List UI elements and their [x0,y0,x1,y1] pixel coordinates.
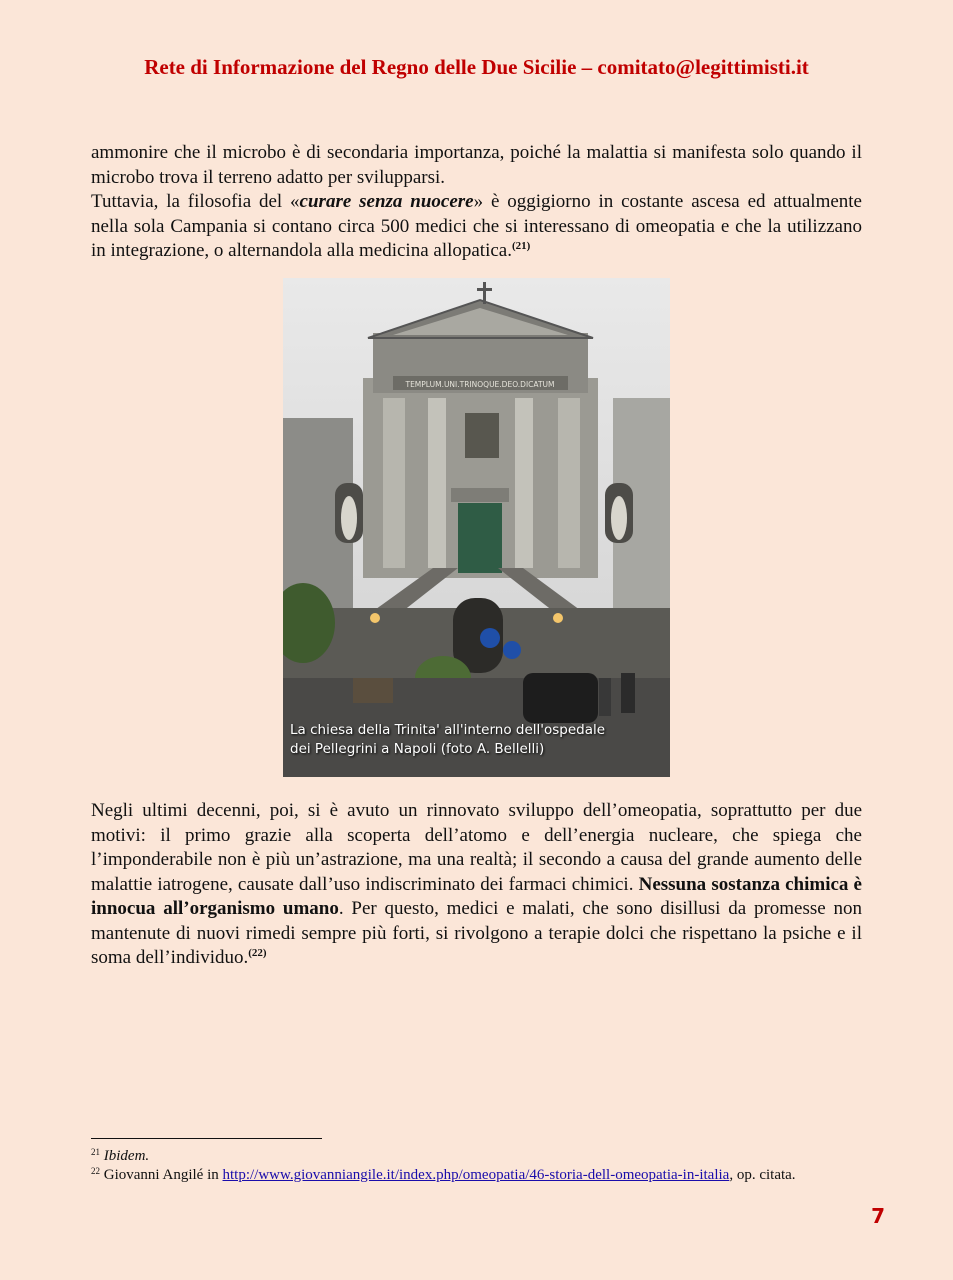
footnote-21-number: 21 [91,1147,100,1157]
footnote-ref-21[interactable]: (21) [511,240,531,252]
photo-caption-line2: dei Pellegrini a Napoli (foto A. Bellelli) [290,741,545,757]
paragraph-1-line2 [91,190,862,264]
facade-inscription: TEMPLUM.UNI.TRINOQUE.DEO.DICATUM [405,380,555,389]
footnote-22-link[interactable]: http://www.giovanniangile.it/index.php/omeopatia/46-storia-dell-omeopatia-in-italia [222,1166,730,1183]
paragraph-1-text-start: Tuttavia, la filosofia del « [91,191,300,212]
paragraph-1-text-end: » è oggigiorno in costante ascesa ed attualmente nella sola Campania si contano circa 500 medici che si interessano di omeopatia e che la utilizzano in integrazione, o alternandola alla medicina allopatica. [91,191,862,261]
paragraph-1-line1: ammonire che il microbo è di secondaria importanza, poiché la malattia si manifesta solo quando il microbo trova il terreno adatto per svilupparsi. [91,142,862,188]
footnote-ref-22[interactable]: (22) [248,947,267,959]
footnote-22 [91,1166,866,1185]
page-header: Rete di Informazione del Regno delle Due Sicilie – comitato@legittimisti.it [144,55,809,79]
footnote-21 [91,1147,866,1166]
footnote-separator [91,1138,322,1139]
footnote-22-number: 22 [91,1165,100,1176]
paragraph-2-text-start: Negli ultimi decenni, poi, si è avuto un rinnovato sviluppo dell’omeopatia, soprattutto per due motivi: il primo grazie alla scoperta dell’atomo e dell’energia nucleare, che spiega che l’imponderabile non è più un’astrazione, ma una realtà; il secondo a causa del grande aumento delle malattie iatrogene, causate dall’uso indiscriminato dei farmaci chimici. [91,800,862,895]
paragraph-2 [91,799,862,971]
footnotes [91,1147,866,1184]
paragraph-2-text-end: . Per questo, medici e malati, che sono disillusi da promesse non mantenute di nuovi rimedi sempre più forti, si rivolgono a terapie dolci che rispettano la psiche e il soma dell’individuo. [91,898,862,968]
church-illustration [283,278,670,777]
church-photo [283,278,670,777]
paragraph-2-text [91,799,862,971]
footnote-22-text-start: Giovanni Angilé in [103,1166,223,1183]
paragraph-1 [91,141,862,264]
bold-statement: Nessuna sostanza chimica è innocua all’organismo umano [91,873,862,919]
footnote-21-text: Ibidem. [103,1148,150,1164]
emphasis-curare-senza-nuocere: curare senza nuocere [299,191,474,212]
photo-caption [290,721,605,759]
photo-caption-line1: La chiesa della Trinita' all'interno dell'ospedale [290,722,606,738]
page-number: 7 [871,1204,885,1228]
footnote-22-text-end: , op. citata. [729,1166,796,1183]
